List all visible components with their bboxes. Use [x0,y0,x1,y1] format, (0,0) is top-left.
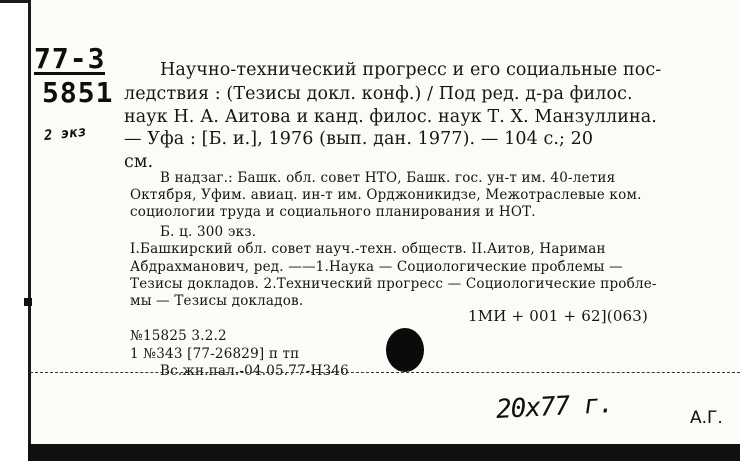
price-line: Б. ц. 300 экз. [160,224,257,240]
issue-line: Вс.жн.пал.-04.05.77-Н346 [160,363,349,379]
handwritten-bottom-note: 20х77 г. [495,388,614,426]
dashed-separator [30,372,740,373]
punch-hole [386,328,424,372]
registration-number: №15825 3.2.2 [130,328,227,344]
edge-mark [24,298,32,306]
title-line-2: ледствия : (Тезисы докл. конф.) / Под ред. д-ра филос. [124,84,633,104]
entry-line-3: Тезисы докладов. 2.Технический прогресс — Социологические пробле- [130,276,657,292]
note-line-3: социологии труда и социального планирования и НОТ. [130,204,536,220]
title-line-3: наук Н. А. Аитова и канд. филос. наук Т. Х. Манзуллина. [124,107,657,127]
title-line-5: см. [124,152,154,172]
title-line-1: Научно-технический прогресс и его социальные пос- [160,60,662,80]
note-line-2: Октября, Уфим. авиац. ин-т им. Орджоникидзе, Межотраслевые ком. [130,187,642,203]
handwritten-call-number-top: 77-3 [34,42,106,75]
handwritten-call-number-mid: 5851 [42,76,114,109]
entry-line-4: мы — Тезисы докладов. [130,293,304,309]
handwritten-initials: А.Г. [690,408,723,428]
order-number: 1 №343 [77-26829] п тп [130,346,300,362]
classification-index: 1МИ + 001 + 62](063) [468,307,649,325]
entry-line-1: I.Башкирский обл. совет науч.-техн. обществ. II.Аитов, Нариман [130,241,606,257]
title-line-4: — Уфа : [Б. и.], 1976 (вып. дан. 1977). — 104 с.; 20 [124,129,594,149]
handwritten-copies-note: 2 экз [43,123,87,145]
entry-line-2: Абдрахманович, ред. ——1.Наука — Социологические проблемы — [130,259,623,275]
card-bottom-edge [28,444,750,461]
note-line-1: В надзаг.: Башк. обл. совет НТО, Башк. гос. ун-т им. 40-летия [160,170,616,186]
scan-margin [740,0,750,461]
